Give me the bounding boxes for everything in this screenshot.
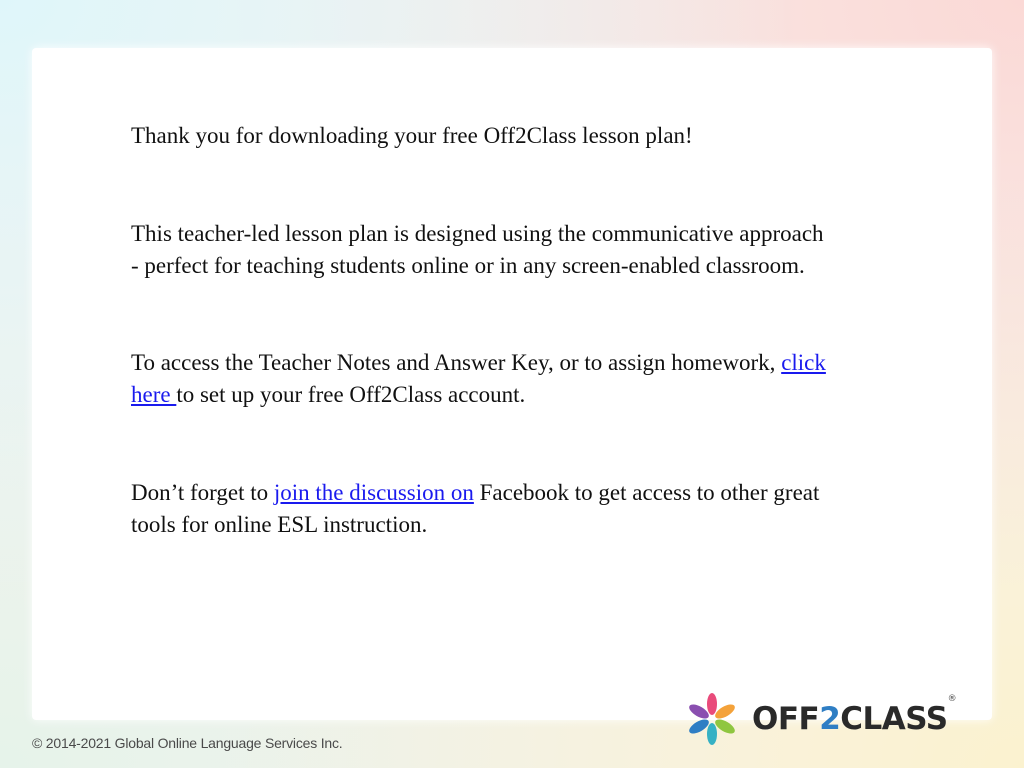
discussion-text-after: Facebook to get access to other great tools for online ESL instruction. [131,480,820,537]
logo-text-two: 2 [819,701,841,737]
access-paragraph [131,347,831,411]
access-text-before: To access the Teacher Notes and Answer Key, or to assign homework, [131,350,782,375]
logo-petal [707,723,717,745]
logo-petal [707,693,717,715]
logo-wordmark [752,701,948,737]
message-content [131,120,831,541]
thanks-paragraph: Thank you for downloading your free Off2Class lesson plan! [131,123,693,148]
registered-mark: ® [947,694,957,704]
description-paragraph: This teacher-led lesson plan is designed using the communicative approach - perfect for teaching students online or in any screen-enabled classroom. [131,221,824,278]
off2class-logo [680,688,957,750]
copyright-footer: © 2014-2021 Global Online Language Services Inc. [32,735,343,751]
logo-text-class: CLASS [840,701,948,737]
access-text-after: to set up your free Off2Class account. [176,382,526,407]
discussion-text-before: Don’t forget to [131,480,274,505]
flower-icon [680,689,744,749]
click-here-link[interactable]: click here [131,350,826,407]
discussion-paragraph [131,477,831,541]
join-discussion-link[interactable]: join the discussion on [273,480,474,505]
logo-text-off: OFF [752,701,820,737]
